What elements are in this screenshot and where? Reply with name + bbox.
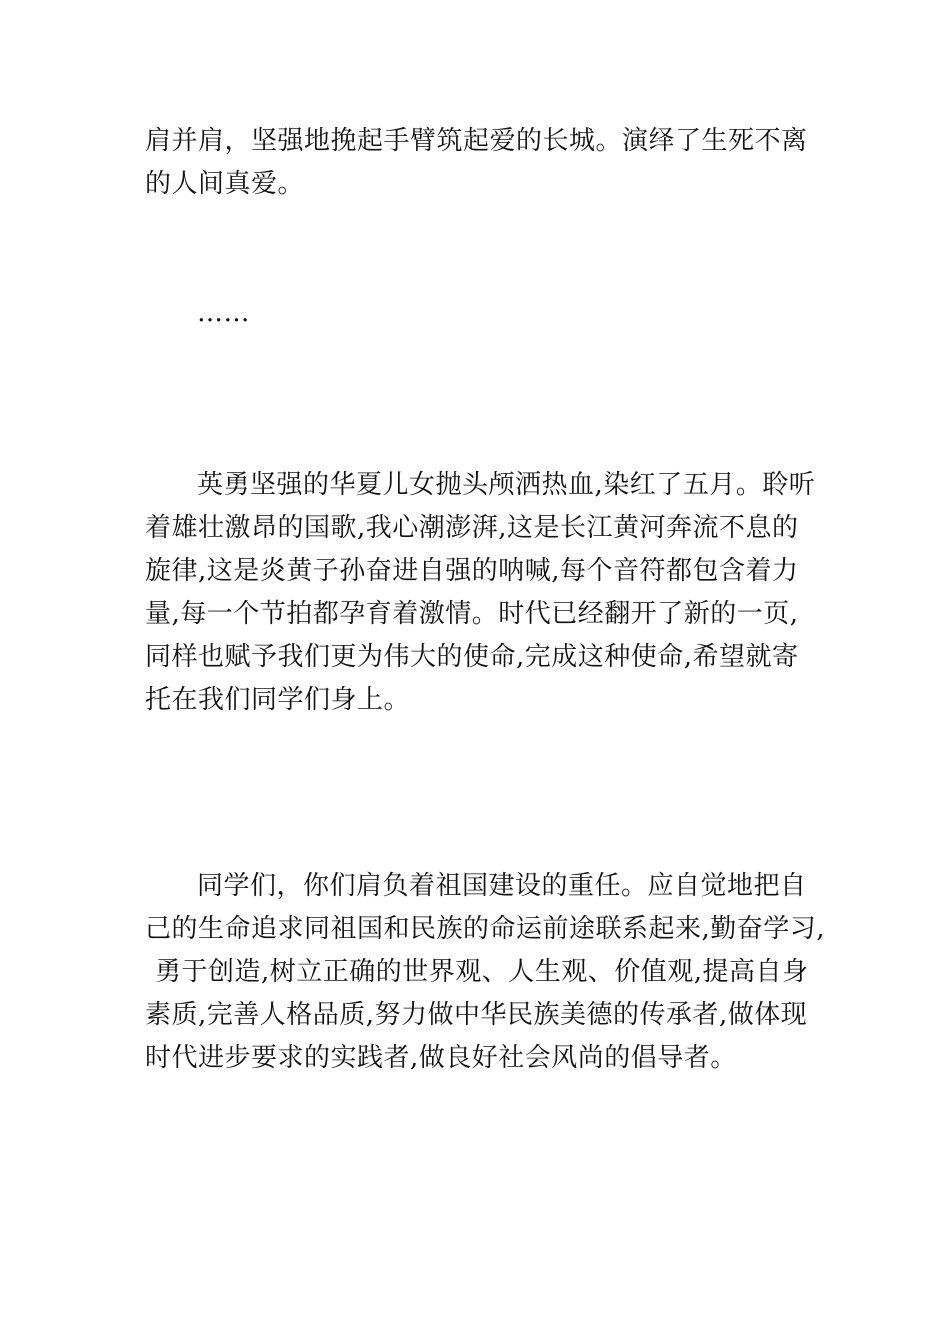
- paragraph-2-line-1: 英勇坚强的华夏儿女抛头颅洒热血,染红了五月。聆听: [197, 470, 816, 500]
- paragraph-2: [145, 464, 820, 722]
- paragraph-2-line-4: 量,每一个节拍都孕育着激情。时代已经翻开了新的一页,: [145, 599, 799, 629]
- paragraph-2-line-6: 托在我们同学们身上。: [145, 685, 411, 715]
- paragraph-1-line-1: 肩并肩，坚强地挽起手臂筑起爱的长城。演绎了生死不离: [145, 126, 808, 156]
- paragraph-3-line-3: 勇于创造,树立正确的世界观、人生观、价值观,提高自身: [155, 957, 809, 987]
- paragraph-2-line-3: 旋律,这是炎黄子孙奋进自强的呐喊,每个音符都包含着力: [145, 556, 799, 586]
- paragraph-3-line-4: 素质,完善人格品质,努力做中华民族美德的传承者,做体现: [145, 1000, 808, 1030]
- paragraph-1: [145, 120, 820, 206]
- paragraph-2-line-2: 着雄壮激昂的国歌,我心潮澎湃,这是长江黄河奔流不息的: [145, 513, 799, 543]
- paragraph-3-line-5: 时代进步要求的实践者,做良好社会风尚的倡导者。: [145, 1043, 737, 1073]
- ellipsis-separator: ……: [197, 298, 250, 328]
- paragraph-3-line-1: 同学们，你们肩负着祖国建设的重任。应自觉地把自: [197, 871, 807, 901]
- paragraph-1-line-2: 的人间真爱。: [145, 169, 305, 199]
- paragraph-3-line-2: 己的生命追求同祖国和民族的命运前途联系起来,勤奋学习,: [145, 914, 826, 944]
- paragraph-2-line-5: 同样也赋予我们更为伟大的使命,完成这种使命,希望就寄: [145, 642, 799, 672]
- paragraph-3: [145, 865, 826, 1080]
